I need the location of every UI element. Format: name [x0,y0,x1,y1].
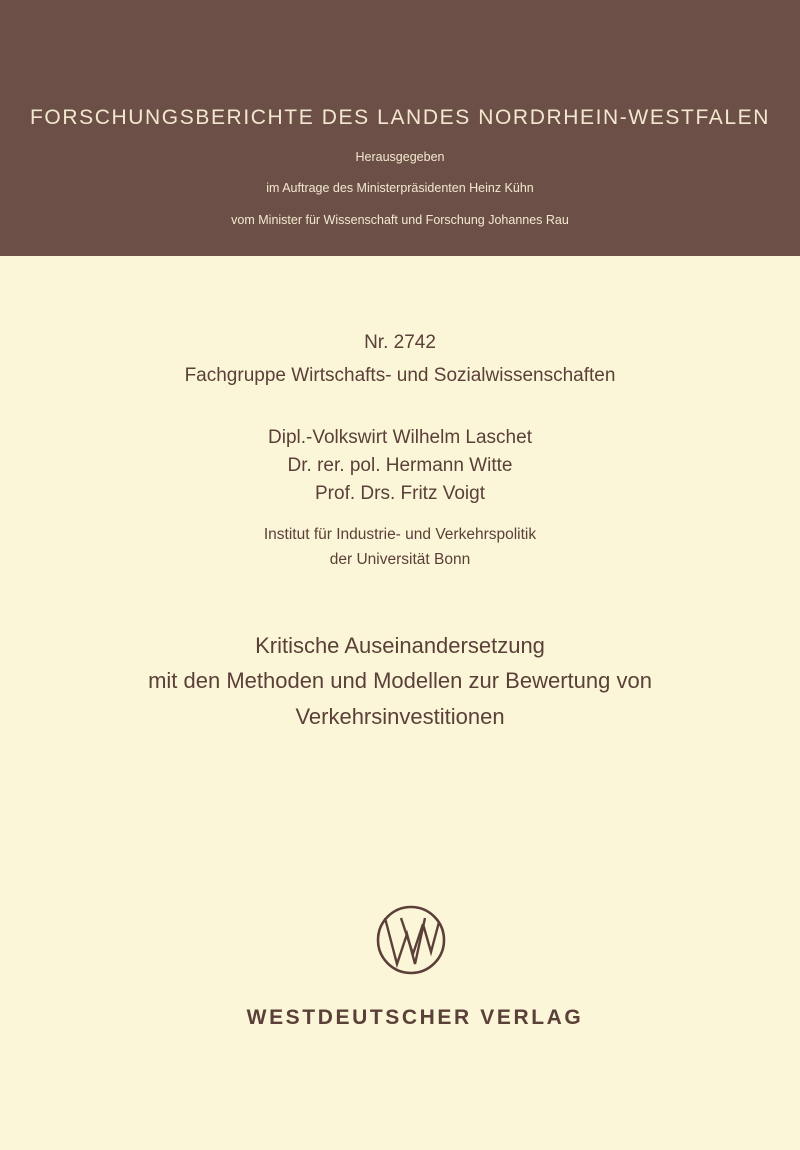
minister-line: vom Minister für Wissenschaft und Forschung Johannes Rau [231,213,569,227]
publisher-name: WESTDEUTSCHER VERLAG [246,1006,584,1029]
author-name: Dr. rer. pol. Hermann Witte [287,455,513,476]
book-title-line: Verkehrsinvestitionen [295,704,505,729]
commission-line: im Auftrage des Ministerpräsidenten Heinz Kühn [266,181,534,195]
edited-by-line: Herausgegeben [355,150,445,164]
institute-line: der Universität Bonn [329,551,471,568]
subject-group: Fachgruppe Wirtschafts- und Sozialwissenschaften [184,365,616,386]
series-title: FORSCHUNGSBERICHTE DES LANDES NORDRHEIN-WESTFALEN [30,106,770,129]
book-title-line: mit den Methoden und Modellen zur Bewertung von [148,668,652,693]
institute-line: Institut für Industrie- und Verkehrspolitik [263,526,537,543]
header-band [0,0,800,256]
author-name: Prof. Drs. Fritz Voigt [315,483,485,504]
wv-monogram-icon [375,904,447,976]
issue-number: Nr. 2742 [364,332,436,353]
book-title-line: Kritische Auseinandersetzung [255,633,545,658]
author-name: Dipl.-Volkswirt Wilhelm Laschet [268,427,532,448]
